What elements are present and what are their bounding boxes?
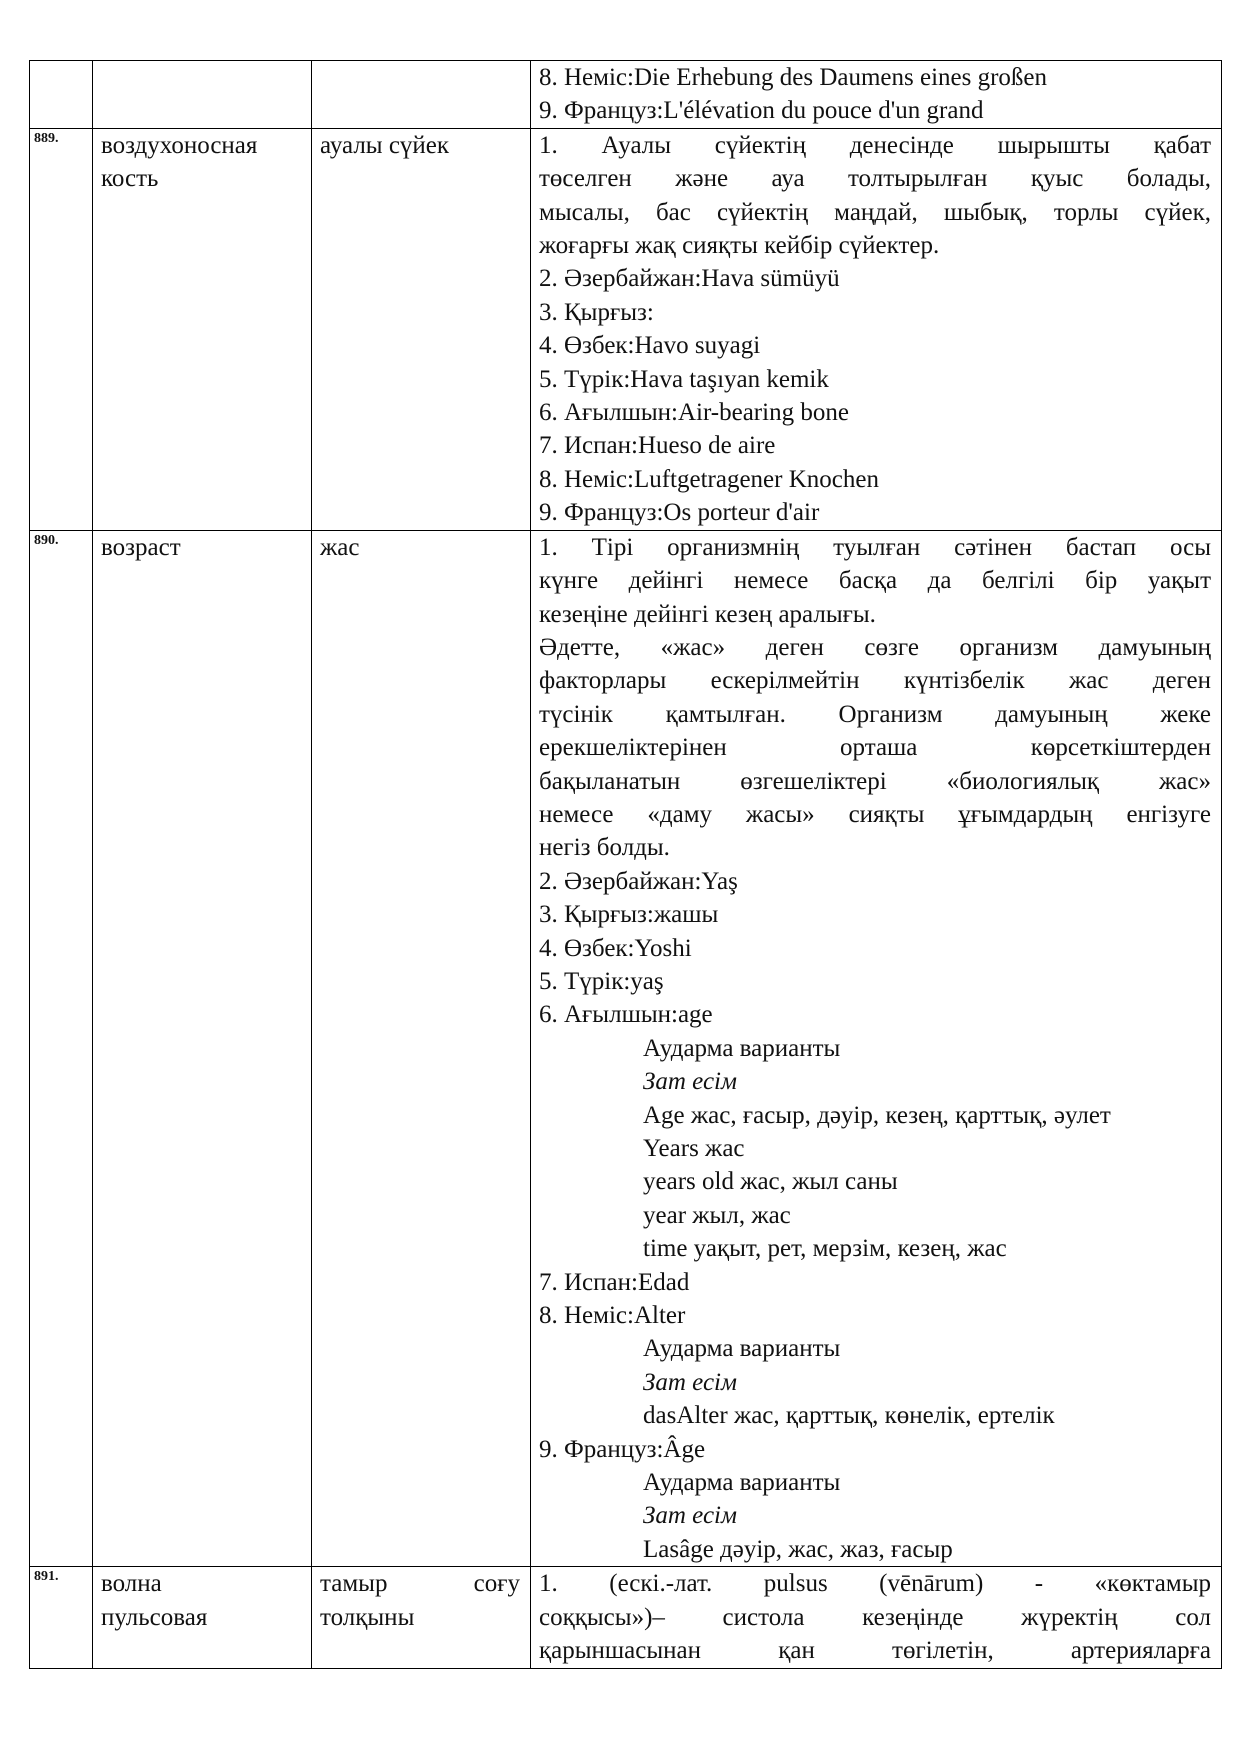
translation-line: 7. Испан:Hueso de aire xyxy=(539,432,776,460)
definition-line: төселген және ауа толтырылған қуыс болады, xyxy=(539,165,1211,193)
definition-line: немесе «даму жасы» сияқты ұғымдардың енгізуге xyxy=(539,800,1211,828)
variant-item: dasAlter жас, қарттық, көнелік, ертелік xyxy=(643,1402,1055,1430)
definition-line: соққысы»)– систола кезеңінде жүректің сол xyxy=(539,1603,1211,1631)
table-row xyxy=(30,1567,1222,1668)
translation-line: 6. Ағылшын:Air-bearing bone xyxy=(539,399,849,427)
table-row xyxy=(30,61,1222,129)
translation-line: 8. Неміс:Luftgetragener Knochen xyxy=(539,465,879,493)
variant-item: year жыл, жас xyxy=(643,1201,791,1229)
kazakh-term-cell xyxy=(312,530,531,1567)
definition-line: негіз болды. xyxy=(539,834,670,862)
translation-line: 8. Неміс:Alter xyxy=(539,1302,686,1330)
entry-number-cell xyxy=(30,1567,93,1668)
kazakh-term-cell xyxy=(312,128,531,530)
table-row xyxy=(30,128,1222,530)
kazakh-term: толқыны xyxy=(320,1603,415,1631)
translation-line: 3. Қырғыз:жашы xyxy=(539,901,719,929)
variant-item: time уақыт, рет, мерзім, кезең, жас xyxy=(643,1235,1007,1263)
definition-line: 1. (ескі.-лат. pulsus (vēnārum) - «көктамыр xyxy=(539,1570,1211,1598)
definition-line: жоғарғы жақ сияқты кейбір сүйектер. xyxy=(539,232,940,260)
entry-number-cell xyxy=(30,530,93,1567)
russian-term: пульсовая xyxy=(101,1603,208,1631)
kazakh-term-cell xyxy=(312,1567,531,1668)
translation-line: 5. Түрік:yaş xyxy=(539,967,664,995)
part-of-speech: Зат есім xyxy=(643,1368,737,1396)
definition-line: бақыланатын өзгешеліктері «биологиялық жас» xyxy=(539,767,1211,795)
definition-line: ерекшеліктерінен орташа көрсеткіштерден xyxy=(539,734,1211,762)
russian-term-cell xyxy=(93,530,312,1567)
variant-item: Lasâge дәуір, жас, жаз, ғасыр xyxy=(643,1535,953,1563)
part-of-speech: Зат есім xyxy=(643,1068,737,1096)
russian-term-cell xyxy=(93,61,312,129)
definition-cell xyxy=(531,530,1222,1567)
entry-number: 891. xyxy=(34,1569,59,1585)
translation-line: 9. Француз:Âge xyxy=(539,1435,706,1463)
definition-line: мысалы, бас сүйектің маңдай, шыбық, торлы сүйек, xyxy=(539,198,1211,226)
definition-line: кезеңіне дейінгі кезең аралығы. xyxy=(539,600,876,628)
translation-line: 8. Неміс:Die Erhebung des Daumens eines großen xyxy=(539,64,1048,91)
variants-heading: Аударма варианты xyxy=(643,1335,841,1363)
definition-cell xyxy=(531,128,1222,530)
definition-cell xyxy=(531,61,1222,129)
translation-line: 7. Испан:Edad xyxy=(539,1268,690,1296)
dictionary-table xyxy=(29,60,1222,1669)
kazakh-term: жас xyxy=(320,533,360,561)
entry-number: 890. xyxy=(34,532,59,548)
variants-heading: Аударма варианты xyxy=(643,1469,841,1497)
russian-term: возраст xyxy=(101,533,181,561)
variant-item: years old жас, жыл саны xyxy=(643,1168,898,1196)
variant-item: Age жас, ғасыр, дәуір, кезең, қарттық, әулет xyxy=(643,1101,1111,1129)
entry-number-cell xyxy=(30,128,93,530)
definition-line: қарыншасынан қан төгілетін, артерияларға xyxy=(539,1637,1211,1665)
russian-term-cell xyxy=(93,1567,312,1668)
definition-line: Әдетте, «жас» деген сөзге организм дамуының xyxy=(539,633,1211,661)
russian-term-cell xyxy=(93,128,312,530)
definition-line: күнге дейінгі немесе басқа да белгілі бір уақыт xyxy=(539,567,1211,595)
entry-number: 889. xyxy=(34,130,59,146)
variant-item: Years жас xyxy=(643,1135,745,1162)
translation-line: 2. Әзербайжан:Yaş xyxy=(539,867,738,895)
definition-cell xyxy=(531,1567,1222,1668)
definition-line: 1. Ауалы сүйектің денесінде шырышты қабат xyxy=(539,131,1211,159)
translation-line: 9. Француз:Os porteur d'air xyxy=(539,499,820,527)
translation-line: 4. Өзбек:Havo suyagi xyxy=(539,332,761,360)
entry-number-cell xyxy=(30,61,93,129)
kazakh-term-cell xyxy=(312,61,531,129)
translation-line: 6. Ағылшын:age xyxy=(539,1001,713,1029)
kazakh-term: ауалы сүйек xyxy=(320,131,450,159)
translation-line: 2. Әзербайжан:Hava sümüyü xyxy=(539,265,840,293)
definition-line: түсінік қамтылған. Организм дамуының жеке xyxy=(539,700,1211,728)
definition-line: факторлары ескерілмейтін күнтізбелік жас деген xyxy=(539,667,1211,695)
translation-line: 5. Түрік:Hava taşıyan kemik xyxy=(539,365,829,393)
part-of-speech: Зат есім xyxy=(643,1502,737,1530)
translation-line: 4. Өзбек:Yoshi xyxy=(539,934,692,962)
table-row xyxy=(30,530,1222,1567)
kazakh-term: тамыр соғу xyxy=(320,1570,520,1598)
russian-term: волна xyxy=(101,1570,162,1598)
variants-heading: Аударма варианты xyxy=(643,1034,841,1062)
russian-term: воздухоносная кость xyxy=(101,131,258,193)
translation-line: 9. Француз:L'élévation du pouce d'un grand xyxy=(539,97,984,125)
translation-line: 3. Қырғыз: xyxy=(539,298,654,326)
definition-line: 1. Тірі организмнің туылған сәтінен бастап осы xyxy=(539,533,1211,561)
